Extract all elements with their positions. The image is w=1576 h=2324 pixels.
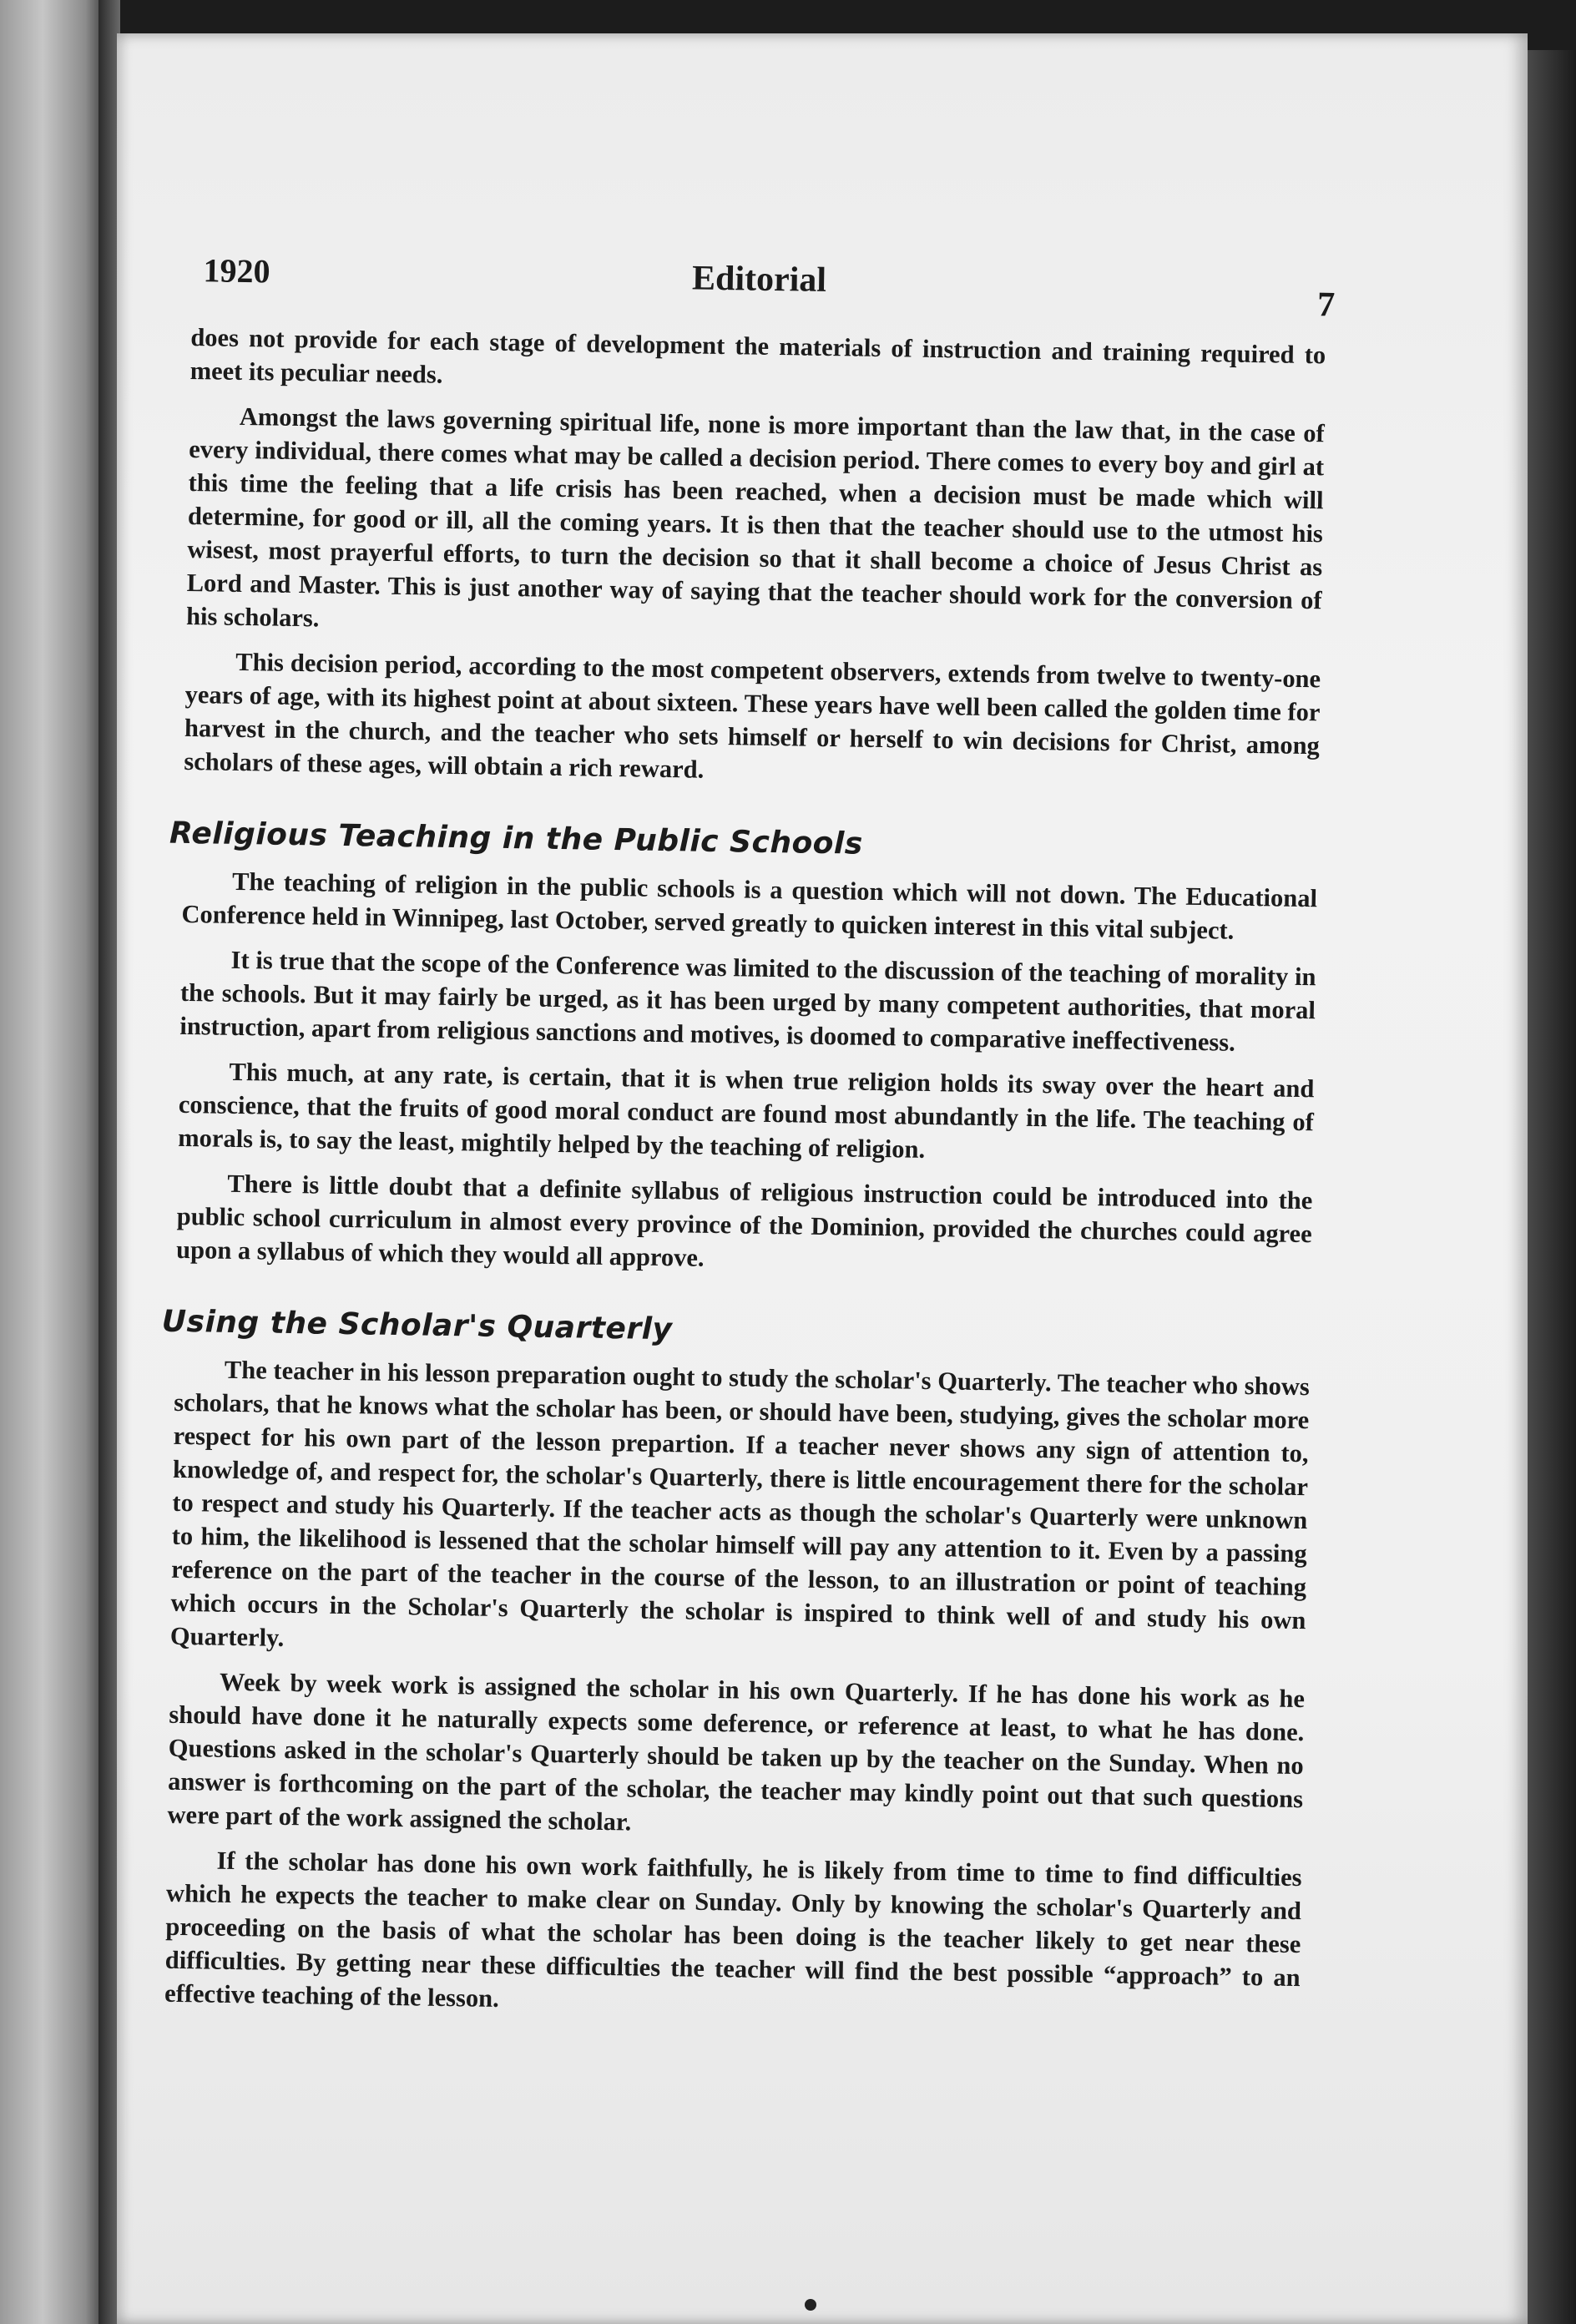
binding-mark (805, 2299, 816, 2311)
facing-page-edge (0, 0, 107, 2324)
header-year: 1920 (203, 251, 270, 290)
paragraph: If the scholar has done his own work faithfully, he is likely from time to time to find difficulties which he expects the teacher to make clear on Sunday. Only by knowing the scholar's Quarterly and proceeding on the basis of what the scholar has been doing is the teacher likely to get near these difficulties. By getting near these difficulties the teacher will find the best possible “approach” to an effective teaching of the lesson. (164, 1846, 1302, 2013)
paragraph: There is little doubt that a definite syllabus of religious instruction could be introduced into the public school curriculum in almost every province of the Dominion, provided the churches could agree upon a syllabus of which they would all approve. (175, 1169, 1313, 1272)
paragraph: The teacher in his lesson preparation ought to study the scholar's Quarterly. The teacher who shows scholars, that he knows what the scholar has been, or should have been, studying, gives the scholar more respect for his own part of the lesson prepartion. If a teacher never shows any sign of attention to, knowledge of, and respect for, the scholar's Quarterly, there is little encouragement there for the scholar to respect and study his Quarterly. If the teacher acts as though the scholar's Quarterly were unknown to him, the likelihood is lessened that the scholar himself will pay any attention to it. Even by a passing reference on the part of the teacher in the course of the lesson, to an illustration or point of teaching which occurs in the Scholar's Quarterly the scholar is inspired to think well of and study his own Quarterly. (169, 1355, 1311, 1652)
paragraph: does not provide for each stage of development the materials of instruction and training required to meet its peculiar needs. (189, 322, 1326, 389)
header-title: Editorial (691, 259, 827, 300)
paragraph: The teaching of religion in the public schools is a question which will not down. The Educational Conference held in Winnipeg, last October, served greatly to quicken interest in this vital subject. (181, 866, 1318, 945)
paragraph: Amongst the laws governing spiritual life, none is more important than the law that, in the case of every individual, there comes what may be called a decision period. There comes to every boy and girl at this time the feeling that a life crisis has been reached, when a decision must be made which will determine, for good or ill, all the coming years. It is then that the teacher should use to the utmost his wisest, most prayerful efforts, to turn the decision so that it shall become a choice of Jesus Christ as Lord and Master. This is just another way of saying that the teacher should work for the conversion of his scholars. (185, 402, 1325, 633)
paragraph: Week by week work is assigned the scholar in his own Quarterly. If he has done his work as he should have done it he naturally expects some deference, or reference at least, to what he has done. Questions asked in the scholar's Quarterly should be taken up by the teacher on the Sunday. When no answer is forthcoming on the part of the scholar, the teacher may kindly point out that such questions were part of the work assigned the scholar. (167, 1667, 1306, 1836)
page-number: 7 (1316, 285, 1336, 325)
section-heading: Using the Scholar's Quarterly (161, 1304, 673, 1347)
scan-border-right (1528, 50, 1576, 2324)
paragraph: This much, at any rate, is certain, that it is when true religion holds its sway over the heart and conscience, that the fruits of good moral conduct are found most abundantly in the life. The teaching of morals is, to say the least, mightily helped by the teaching of religion. (178, 1057, 1315, 1164)
section-heading: Religious Teaching in the Public Schools (169, 816, 864, 861)
paragraph: It is true that the scope of the Conference was limited to the discussion of the teaching of morality in the schools. But it may fairly be urged, as it has been urged by many competent authorities, that moral instruction, apart from religious sanctions and motives, is doomed to comparative ineffectiveness. (179, 945, 1316, 1057)
paragraph: This decision period, according to the most competent observers, extends from twelve to twenty-one years of age, with its highest point at about sixteen. These years have well been called the golden time for harvest in the church, and the teacher who sets himself or herself to win decisions for Christ, among scholars of these ages, will obtain a rich reward. (184, 647, 1321, 784)
page-content (161, 250, 1336, 2039)
